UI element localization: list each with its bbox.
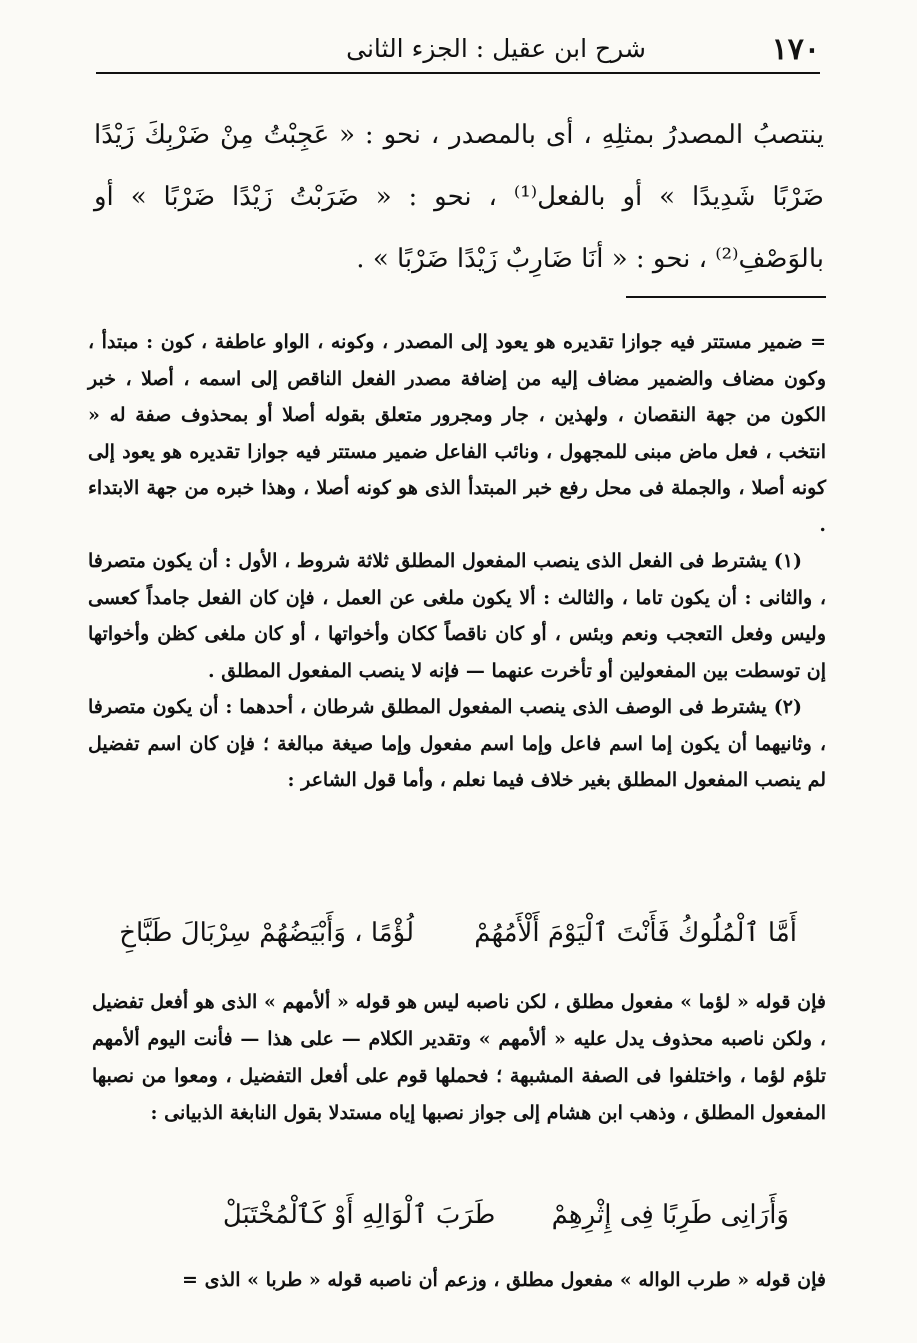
footnote-continuation: = ضمير مستتر فيه جوازا تقديره هو يعود إلى المصدر ، وكونه ، الواو عاطفة ، كون : مبتدأ ، وكون مضاف والضمير مضاف إليه من إضافة مصدر الفعل الناقص إلى اسمه ، أصلا ، خبر الكون من جهة النقصان ، ولهذين ، جار ومجرور متعلق بقوله أصلا أو بمحذوف صفة له « انتخب ، فعل ماض مبنى للمجهول ، ونائب الفاعل ضمير مستتر فيه جوازا تقديره هو يعود إلى كونه أصلا ، والجملة فى محل رفع خبر المبتدأ الذى هو كونه أصلا ، وهذا خبره من جهة الابتداء .: [88, 331, 826, 536]
running-title: شرح ابن عقيل : الجزء الثانى: [346, 34, 646, 63]
last-line-text: فإن قوله « طرب الواله » مفعول مطلق ، وزعم أن ناصبه قوله « طربا » الذى =: [182, 1269, 826, 1291]
main-text: [94, 104, 824, 290]
verse-2-hemistich-1: وَأَرَانِى طَرِبًا فِى إِثْرِهِمْ: [551, 1200, 789, 1230]
verse-line-1: [119, 918, 797, 948]
verse-2-hemistich-2: طَرَبَ ٱلْوَالِهِ أَوْ كَٱلْمُخْتَبَلْ: [222, 1200, 496, 1230]
page-number: ١٧٠: [771, 32, 820, 67]
footnote-1: (١) يشترط فى الفعل الذى ينصب المفعول المطلق ثلاثة شروط ، الأول : أن يكون متصرفا ، والثانى : أن يكون تاما ، والثالث : ألا يكون ملغى عن العمل ، فإن كان الفعل جامداً كعسى وليس وفعل التعجب ونعم وبئس ، أو كان ناقصاً ككان وأخواتها ، أو كان ملغى كظن وأخواتها إن توسطت بين المفعولين أو تأخرت عنهما — فإنه لا ينصب المفعول المطلق .: [88, 550, 826, 682]
header-rule: [96, 72, 820, 74]
verse-1-hemistich-2: لُؤْمًا ، وَأَبْيَضُهُمْ سِرْبَالَ طَبَّاخِ: [119, 918, 415, 948]
verse-1-hemistich-1: أَمَّا ٱلْمُلُوكُ فَأَنْتَ ٱلْيَوْمَ أَلْأَمُهُمْ: [474, 918, 797, 948]
footnote-2: (٢) يشترط فى الوصف الذى ينصب المفعول المطلق شرطان ، أحدهما : أن يكون متصرفا ، وثانيهما أن يكون إما اسم فاعل وإما اسم مفعول وإما صيغة مبالغة ؛ فإن كان اسم تفضيل لم ينصب المفعول المطلق بغير خلاف فيما نعلم ، وأما قول الشاعر :: [88, 696, 826, 791]
footnote-2-continuation: [92, 984, 826, 1132]
footnote-2-cont-text: فإن قوله « لؤما » مفعول مطلق ، لكن ناصبه ليس هو قوله « ألأمهم » الذى هو أفعل تفضيل ، ولكن ناصبه محذوف يدل عليه « ألأمهم » وتقدير الكلام — على هذا — فأنت اليوم ألأمهم تلؤم لؤما ، واختلفوا فى الصفة المشبهة ؛ فحملها قوم على أفعل التفضيل ، ومعوا من نصبها المفعول المطلق ، وذهب ابن هشام إلى جواز نصبها إياه مستدلا بقول النابغة الذبيانى :: [92, 991, 826, 1124]
main-paragraph: ينتصبُ المصدرُ بمثلِهِ ، أى بالمصدر ، نحو : « عَجِبْتُ مِنْ ضَرْبِكَ زَيْدًا ضَرْبًا شَدِيدًا » أو بالفعل⁽¹⁾ ، نحو : « ضَرَبْتُ زَيْدًا ضَرْبًا » أو بالوَصْفِ⁽²⁾ ، نحو : « أنَا ضَارِبٌ زَيْدًا ضَرْبًا » .: [94, 120, 825, 274]
footnote-last-line: [92, 1262, 826, 1299]
verse-line-2: [223, 1200, 789, 1230]
footnote-separator: [626, 296, 826, 298]
page-header: [96, 28, 820, 72]
footnotes-block: [88, 324, 826, 799]
